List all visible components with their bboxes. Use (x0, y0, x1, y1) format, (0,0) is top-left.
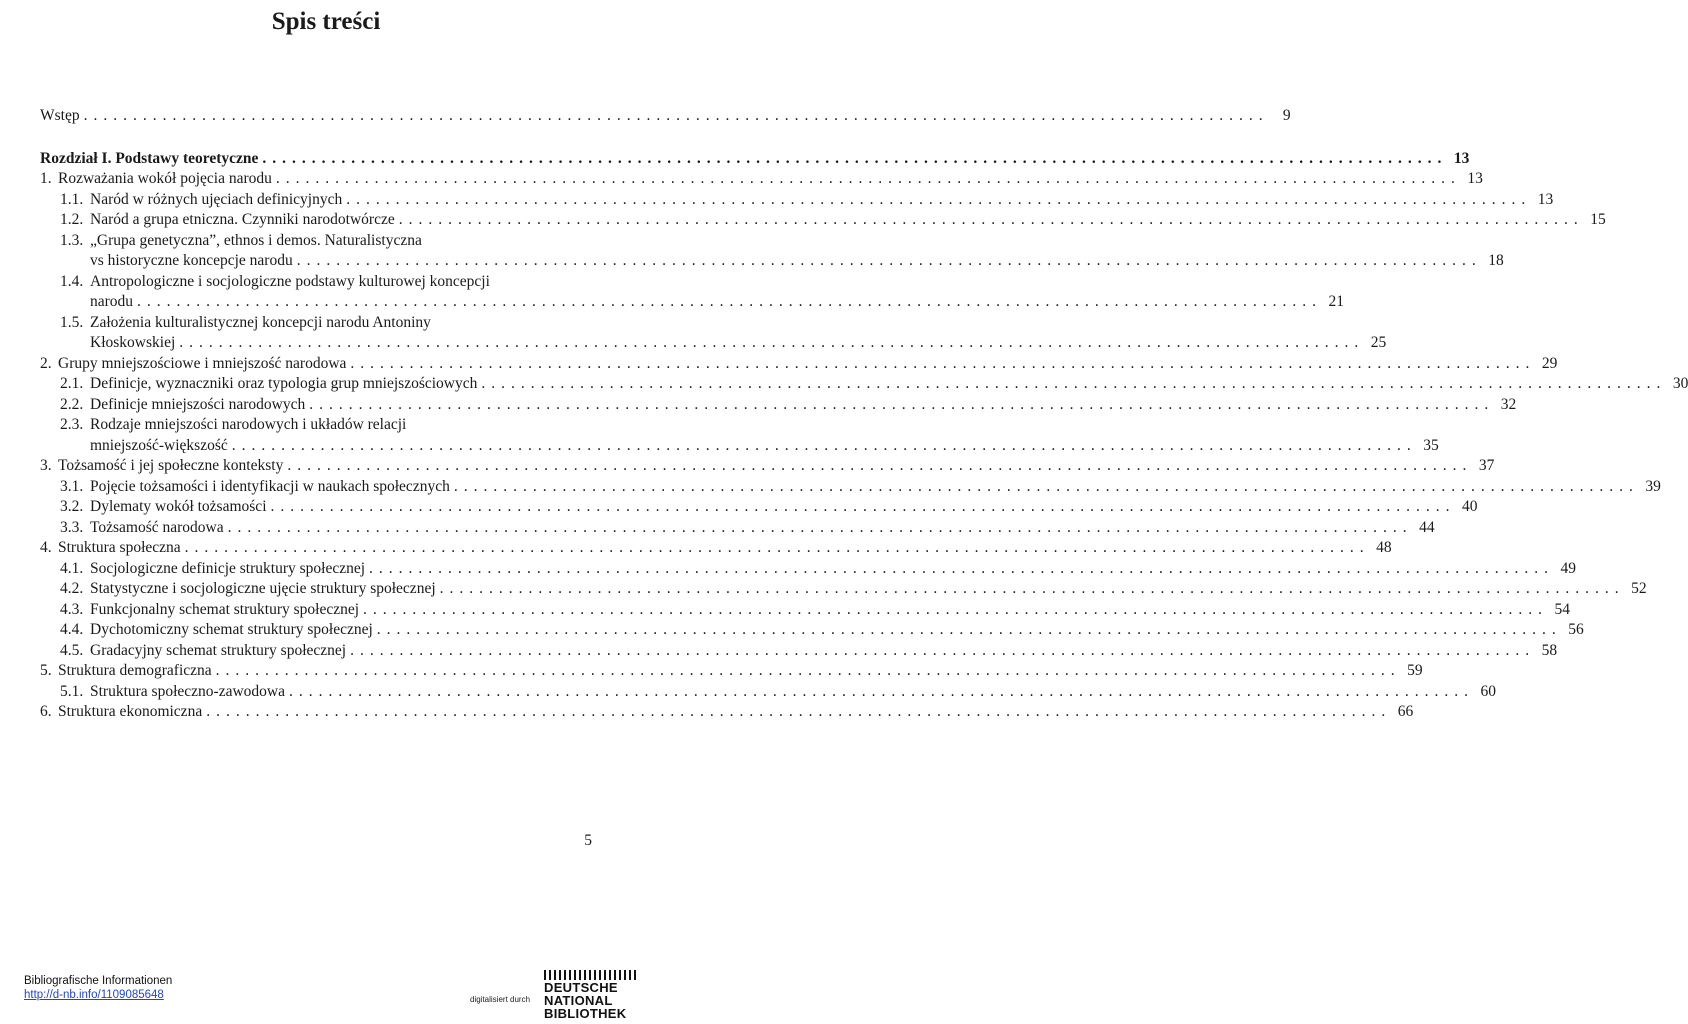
toc-entry-number: 2.2. (60, 395, 84, 413)
toc-entry-title: Funkcjonalny schemat struktury społecznej (90, 600, 360, 618)
toc-entry-page: 59 (1407, 662, 1423, 679)
dnb-logo-bars-icon (544, 970, 640, 980)
toc-entry-title: Gradacyjny schemat struktury społecznej (90, 641, 347, 659)
toc-entry-page: 39 (1645, 477, 1661, 495)
toc-entry (40, 641, 1558, 662)
bibliographic-info (24, 974, 172, 1002)
dnb-logo-line-2: NATIONAL (544, 993, 613, 1008)
dnb-logo (544, 970, 640, 1024)
toc-entry-page: 9 (1282, 107, 1291, 124)
toc-entry (40, 661, 1423, 682)
toc-entry-number: 1.2. (60, 211, 84, 228)
toc-entry (40, 415, 1439, 456)
digitized-by-label: digitalisiert durch (470, 995, 531, 1004)
toc-leader-dots: ........................................................................................................................ (83, 107, 1269, 124)
toc-leader-dots: ........................................................................................................................ (481, 375, 1667, 392)
toc-entry-page: 40 (1462, 498, 1478, 515)
toc-entry-title: Struktura demograficzna (58, 662, 212, 679)
toc-leader-dots: ........................................................................................................................ (288, 682, 1474, 700)
toc-entry-number: 1.5. (60, 313, 84, 331)
toc-entry-title: vs historyczne koncepcje narodu (90, 252, 293, 269)
toc-entry (40, 702, 1414, 723)
toc-entry-page: 54 (1554, 600, 1571, 618)
toc-leader-dots: ........................................................................................................................ (346, 190, 1532, 208)
toc-entry-number: 2.1. (60, 375, 84, 392)
toc-entry-number: 1. (40, 170, 56, 187)
toc-entry (40, 169, 1483, 190)
toc-entry-title: Dychotomiczny schemat struktury społecznej (90, 621, 373, 638)
toc-entry-number: 3.2. (60, 498, 84, 515)
toc-entry-number: 5. (40, 662, 56, 679)
biblio-label: Bibliografische Informationen (24, 975, 173, 987)
toc-leader-dots: ........................................................................................................................ (453, 477, 1639, 495)
toc-leader-dots: ........................................................................................................................ (227, 518, 1413, 536)
toc-entry-page: 29 (1541, 354, 1558, 372)
page-title: Spis treści (271, 8, 381, 35)
toc-entry-number: 4.1. (60, 559, 84, 577)
toc-entry (40, 354, 1558, 375)
toc-leader-dots: ........................................................................................................................ (369, 559, 1555, 577)
toc-entry-page: 21 (1328, 293, 1345, 310)
toc-entry (40, 210, 1606, 231)
toc-entry-number: 4.2. (60, 580, 84, 597)
toc-entry-number: 3. (40, 457, 56, 474)
toc-entry (40, 149, 1470, 170)
toc-entry-title: Tożsamość i jej społeczne konteksty (58, 457, 284, 474)
toc-entry (40, 395, 1517, 416)
dnb-logo-line-3: BIBLIOTHEK (544, 1006, 627, 1021)
toc-entry-title: Tożsamość narodowa (90, 518, 224, 536)
toc-entry-title: Grupy mniejszościowe i mniejszość narodowa (58, 354, 347, 372)
toc-entry (40, 272, 1345, 313)
toc-entry-page: 56 (1568, 621, 1584, 638)
toc-entry-title: narodu (90, 293, 134, 310)
toc-entry-title-line: „Grupa genetyczna”, ethnos i demos. Naturalistyczna (90, 231, 422, 249)
toc-entry-title: Rozdział I. Podstawy teoretyczne (40, 149, 259, 167)
toc-entry-page: 60 (1480, 682, 1496, 700)
toc-leader-dots: ........................................................................................................................ (270, 498, 1456, 515)
toc-entry-page: 18 (1488, 252, 1504, 269)
toc-leader-dots: ........................................................................................................................ (215, 662, 1401, 679)
table-of-contents (40, 106, 1688, 723)
toc-entry-title-line: Rodzaje mniejszości narodowych i układów relacji (90, 416, 407, 433)
toc-entry (40, 456, 1495, 477)
toc-leader-dots: ........................................................................................................................ (296, 252, 1482, 269)
toc-entry-number: 2. (40, 354, 56, 372)
toc-entry-title: Naród a grupa etniczna. Czynniki narodotwórcze (90, 211, 395, 228)
toc-leader-dots: ........................................................................................................................ (262, 149, 1448, 167)
toc-entry (40, 190, 1554, 211)
toc-entry-page: 52 (1631, 580, 1647, 597)
toc-entry-title-line: Założenia kulturalistycznej koncepcji narodu Antoniny (90, 313, 431, 331)
toc-leader-dots: ........................................................................................................................ (275, 170, 1461, 187)
toc-entry-title-line: Antropologiczne i socjologiczne podstawy kulturowej koncepcji (90, 272, 490, 290)
toc-entry-title: Naród w różnych ujęciach definicyjnych (90, 190, 343, 208)
toc-entry (40, 374, 1688, 395)
toc-entry-page: 30 (1672, 375, 1688, 392)
toc-entry-title: Struktura społeczna (58, 539, 181, 556)
toc-entry-page: 48 (1376, 539, 1392, 556)
toc-entry (40, 682, 1496, 703)
toc-entry-title: Socjologiczne definicje struktury społecznej (90, 559, 366, 577)
toc-entry-number: 1.1. (60, 190, 84, 208)
toc-entry-page: 35 (1423, 436, 1439, 454)
toc-leader-dots: ........................................................................................................................ (376, 621, 1562, 638)
toc-entry-title: Struktura społeczno-zawodowa (90, 682, 285, 700)
toc-entry-title: Pojęcie tożsamości i identyfikacji w naukach społecznych (90, 477, 450, 495)
toc-entry-page: 58 (1541, 641, 1558, 659)
toc-entry-page: 37 (1478, 457, 1495, 474)
toc-entry (40, 497, 1478, 518)
toc-entry-number: 4.5. (60, 641, 84, 659)
toc-leader-dots: ........................................................................................................................ (398, 211, 1584, 228)
toc-entry (40, 579, 1647, 600)
toc-entry-title: Kłoskowskiej (90, 334, 176, 351)
toc-entry-number: 4.4. (60, 621, 84, 638)
dnb-logo-line-1: DEUTSCHE (544, 980, 618, 995)
toc-entry (40, 538, 1392, 559)
toc-leader-dots: ........................................................................................................................ (137, 293, 1323, 310)
toc-leader-dots: ........................................................................................................................ (309, 395, 1495, 413)
toc-entry-title: Statystyczne i socjologiczne ujęcie struktury społecznej (90, 580, 436, 597)
toc-entry-page: 44 (1419, 518, 1435, 536)
toc-entry (40, 559, 1577, 580)
toc-entry-number: 4. (40, 539, 56, 556)
toc-entry (40, 313, 1387, 354)
toc-entry-title: Wstęp (40, 107, 80, 124)
toc-leader-dots: ........................................................................................................................ (206, 703, 1392, 720)
toc-entry-number: 4.3. (60, 600, 84, 618)
toc-entry-title: Dylematy wokół tożsamości (90, 498, 267, 515)
toc-entry-number: 3.1. (60, 477, 84, 495)
toc-entry-page: 13 (1537, 190, 1554, 208)
toc-entry (40, 620, 1584, 641)
toc-entry-title: Definicje mniejszości narodowych (90, 395, 306, 413)
toc-entry-title: Definicje, wyznaczniki oraz typologia grup mniejszościowych (90, 375, 478, 392)
toc-entry-page: 66 (1397, 703, 1414, 720)
toc-leader-dots: ........................................................................................................................ (350, 354, 1536, 372)
toc-leader-dots: ........................................................................................................................ (231, 436, 1417, 454)
toc-entry (40, 106, 1291, 127)
toc-entry-title: Rozważania wokół pojęcia narodu (58, 170, 272, 187)
toc-entry (40, 477, 1661, 498)
biblio-link[interactable]: http://d-nb.info/1109085648 (24, 989, 164, 1001)
toc-entry-number: 6. (40, 703, 56, 720)
toc-entry-title: Struktura ekonomiczna (58, 703, 203, 720)
toc-entry-number: 1.3. (60, 231, 84, 249)
toc-leader-dots: ........................................................................................................................ (439, 580, 1625, 597)
toc-leader-dots: ........................................................................................................................ (179, 334, 1365, 351)
toc-leader-dots: ........................................................................................................................ (363, 600, 1549, 618)
toc-entry-number: 2.3. (60, 416, 84, 433)
toc-entry (40, 518, 1435, 539)
toc-entry-number: 5.1. (60, 682, 84, 700)
toc-entry-page: 32 (1500, 395, 1517, 413)
toc-entry-number: 1.4. (60, 272, 84, 290)
toc-entry (40, 231, 1504, 272)
toc-leader-dots: ........................................................................................................................ (184, 539, 1370, 556)
toc-entry-page: 13 (1467, 170, 1483, 187)
toc-entry-page: 15 (1590, 211, 1606, 228)
toc-entry-page: 49 (1560, 559, 1577, 577)
toc-entry-page: 13 (1453, 149, 1470, 167)
page-number: 5 (584, 832, 592, 849)
toc-leader-dots: ........................................................................................................................ (287, 457, 1473, 474)
toc-entry-page: 25 (1370, 334, 1387, 351)
toc-entry (40, 600, 1571, 621)
toc-entry-title: mniejszość-większość (90, 436, 228, 454)
toc-entry-number: 3.3. (60, 518, 84, 536)
toc-leader-dots: ........................................................................................................................ (350, 641, 1536, 659)
